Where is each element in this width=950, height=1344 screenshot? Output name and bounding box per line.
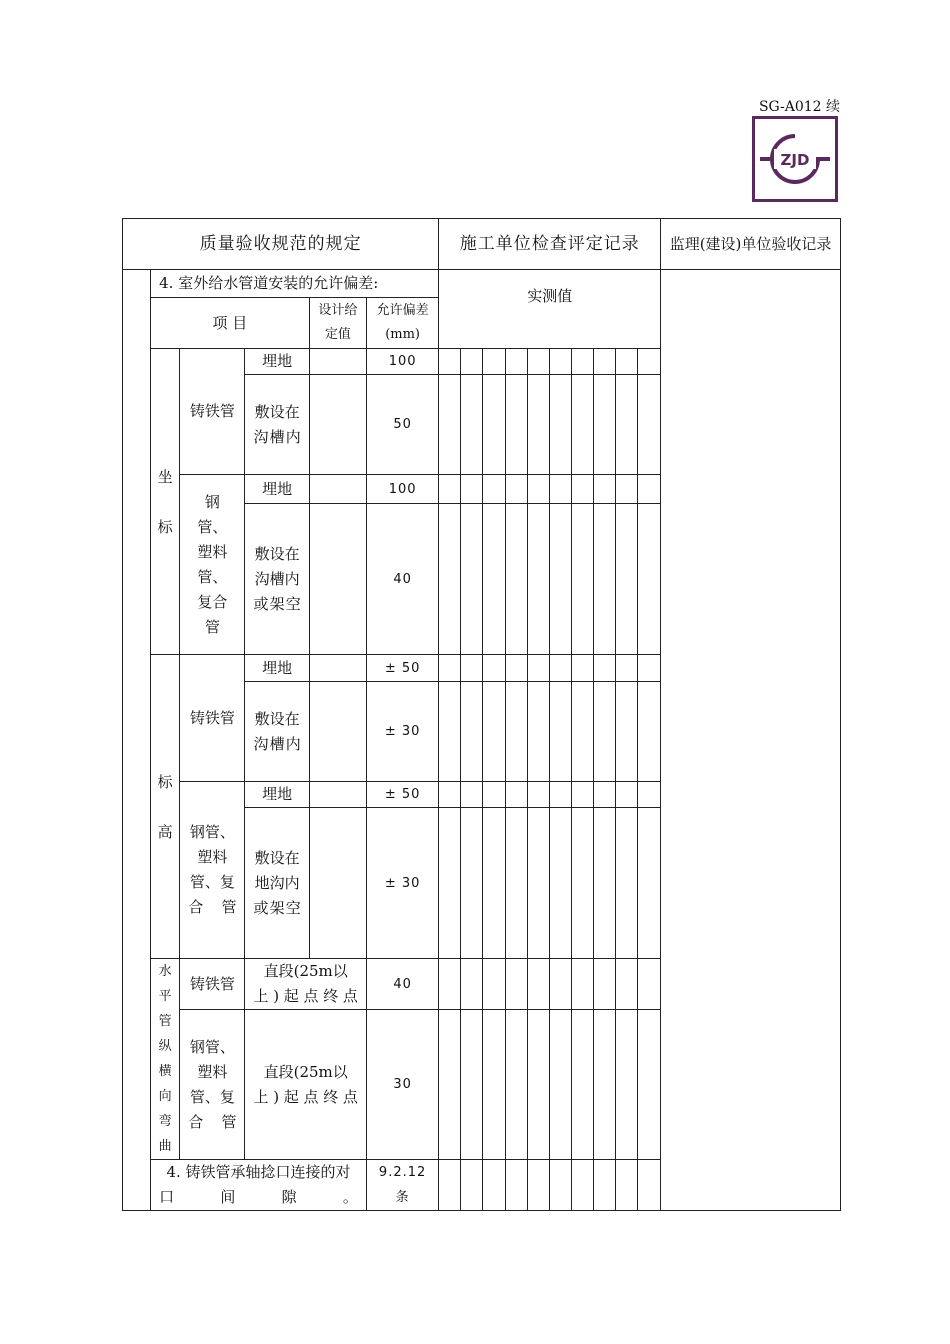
cond-trench: 敷设在沟槽内 bbox=[245, 682, 309, 782]
tol-value: ± 50 bbox=[366, 782, 438, 808]
group-elevation: 标 高 bbox=[151, 655, 180, 959]
tol-value: 50 bbox=[366, 375, 438, 475]
cond-trench: 敷设在沟槽内 bbox=[245, 375, 309, 475]
zjd-logo-icon bbox=[752, 116, 838, 202]
pipe-steel-bend: 钢管、塑料管、复合管 bbox=[180, 1010, 245, 1160]
item-header: 项 目 bbox=[151, 298, 310, 349]
pipe-steel-coord: 钢管、塑料管、复合管 bbox=[180, 475, 245, 655]
inspection-table bbox=[122, 218, 841, 1211]
cond-ground-trench-air: 敷设在地沟内或架空 bbox=[245, 808, 309, 959]
pipe-cast-bend: 铸铁管 bbox=[180, 959, 245, 1010]
tol-value: 100 bbox=[366, 349, 438, 375]
tol-value: 100 bbox=[366, 475, 438, 504]
header-supervisor: 监理(建设)单位验收记录 bbox=[661, 219, 841, 270]
cond-buried: 埋地 bbox=[245, 475, 309, 504]
header-spec: 质量验收规范的规定 bbox=[123, 219, 439, 270]
group-coord: 坐 标 bbox=[151, 349, 180, 655]
joint-gap-ref: 9.2.12条 bbox=[366, 1160, 438, 1211]
header-contractor: 施工单位检查评定记录 bbox=[439, 219, 661, 270]
form-code: SG-A012 续 bbox=[758, 99, 840, 115]
pipe-cast-coord: 铸铁管 bbox=[180, 349, 245, 475]
cond-buried: 埋地 bbox=[245, 349, 309, 375]
tol-value: ± 30 bbox=[366, 682, 438, 782]
cond-straight: 直段(25m以上)起点终点 bbox=[245, 1010, 366, 1160]
joint-gap-item: 4. 铸铁管承轴捻口连接的对口间隙。 bbox=[151, 1160, 367, 1211]
tol-value: ± 30 bbox=[366, 808, 438, 959]
measured-header: 实测值 bbox=[439, 270, 661, 349]
cond-trench-air: 敷设在沟槽内或架空 bbox=[245, 504, 309, 655]
pipe-cast-elev: 铸铁管 bbox=[180, 655, 245, 782]
left-margin-cell bbox=[123, 270, 151, 1211]
cond-buried: 埋地 bbox=[245, 655, 309, 682]
tol-value: 30 bbox=[366, 1010, 438, 1160]
svg-text:ZJD: ZJD bbox=[780, 151, 810, 169]
cond-buried: 埋地 bbox=[245, 782, 309, 808]
tol-value: ± 50 bbox=[366, 655, 438, 682]
cond-straight: 直段(25m以上)起点终点 bbox=[245, 959, 366, 1010]
tol-value: 40 bbox=[366, 959, 438, 1010]
tol-value: 40 bbox=[366, 504, 438, 655]
section-title: 4. 室外给水管道安装的允许偏差: bbox=[151, 270, 439, 298]
design-value-header: 设计给定值 bbox=[309, 298, 366, 349]
supervisor-record-cell bbox=[661, 270, 841, 1211]
tolerance-header: 允许偏差(mm) bbox=[366, 298, 438, 349]
pipe-steel-elev: 钢管、塑料管、复合管 bbox=[180, 782, 245, 959]
group-bend: 水平管纵横向弯曲 bbox=[151, 959, 180, 1160]
